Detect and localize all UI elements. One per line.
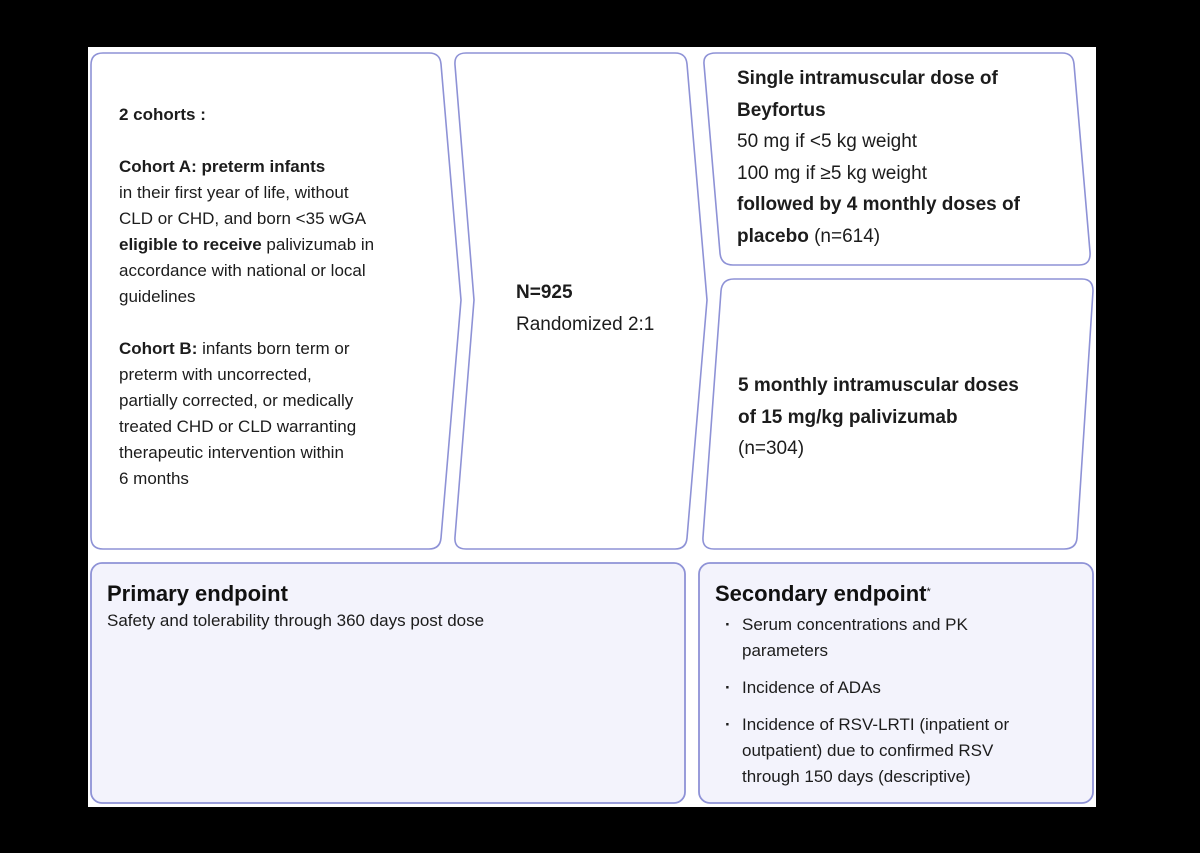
arm1-title-line-1: Single intramuscular dose of (737, 68, 998, 89)
cohort-a-line-1: in their first year of life, without (119, 183, 349, 202)
list-item-line: · Serum concentrations and PK (742, 615, 968, 634)
arm2-n: (n=304) (738, 438, 805, 459)
list-item (715, 612, 1085, 664)
list-item-line: through 150 days (descriptive) (742, 767, 971, 786)
list-item-line: · Incidence of RSV-LRTI (inpatient or (742, 715, 1010, 734)
arm2-title-line-1: 5 monthly intramuscular doses (738, 375, 1019, 396)
cohort-b-title: Cohort B: (119, 339, 198, 358)
cohort-b-first: infants born term or (197, 339, 350, 358)
secondary-endpoint-list (715, 612, 1085, 790)
arm1-dose-low: 50 mg if <5 kg weight (737, 131, 918, 152)
arm1-text (737, 63, 1077, 252)
arm1-title-line-2: Beyfortus (737, 99, 826, 121)
cohort-a-eligibility (119, 232, 439, 258)
list-item-line: parameters (742, 641, 828, 660)
primary-endpoint (107, 580, 667, 634)
eligible-rest: palivizumab in (261, 235, 375, 254)
primary-endpoint-text: Safety and tolerability through 360 days post dose (107, 611, 485, 630)
arm2-text (738, 370, 1078, 465)
sample-size: N=925 (516, 282, 573, 303)
cohort-b-line-6: 6 months (119, 469, 189, 488)
arm1-n: (n=614) (808, 225, 881, 247)
cohort-b-line-5: therapeutic intervention within (119, 443, 344, 462)
arm1-placebo: placebo (737, 225, 809, 247)
arm2-title-line-2: of 15 mg/kg palivizumab (738, 406, 958, 428)
randomization-ratio: Randomized 2:1 (516, 314, 655, 335)
secondary-endpoint-title-text: Secondary endpoint (715, 581, 927, 606)
cohort-b-line-2: preterm with uncorrected, (119, 365, 312, 384)
cohort-b-first-line (119, 336, 439, 362)
cohort-a-line-5: guidelines (119, 287, 196, 306)
arm1-followup-line-2 (737, 221, 1077, 253)
arm1-followup-line-1: followed by 4 monthly doses of (737, 194, 1020, 215)
list-item (715, 675, 1085, 701)
secondary-endpoint (715, 580, 1085, 801)
cohorts-heading: 2 cohorts : (119, 105, 206, 124)
eligible-bold: eligible to receive (119, 235, 262, 254)
population-text (119, 102, 439, 492)
cohort-b-line-4: treated CHD or CLD warranting (119, 417, 357, 436)
cohort-a-title: Cohort A: preterm infants (119, 157, 326, 176)
cohort-a-line-4: accordance with national or local (119, 261, 366, 280)
primary-endpoint-title: Primary endpoint (107, 581, 288, 606)
list-item-line: · Incidence of ADAs (742, 678, 881, 697)
secondary-endpoint-title (715, 580, 1085, 608)
cohort-b-line-3: partially corrected, or medically (119, 391, 354, 410)
cohort-a-line-2: CLD or CHD, and born <35 wGA (119, 209, 367, 228)
arm1-dose-high: 100 mg if ≥5 kg weight (737, 162, 927, 184)
list-item-line: outpatient) due to confirmed RSV (742, 741, 994, 760)
list-item (715, 712, 1085, 790)
footnote-mark: * (926, 586, 931, 598)
randomization-text (516, 277, 676, 341)
